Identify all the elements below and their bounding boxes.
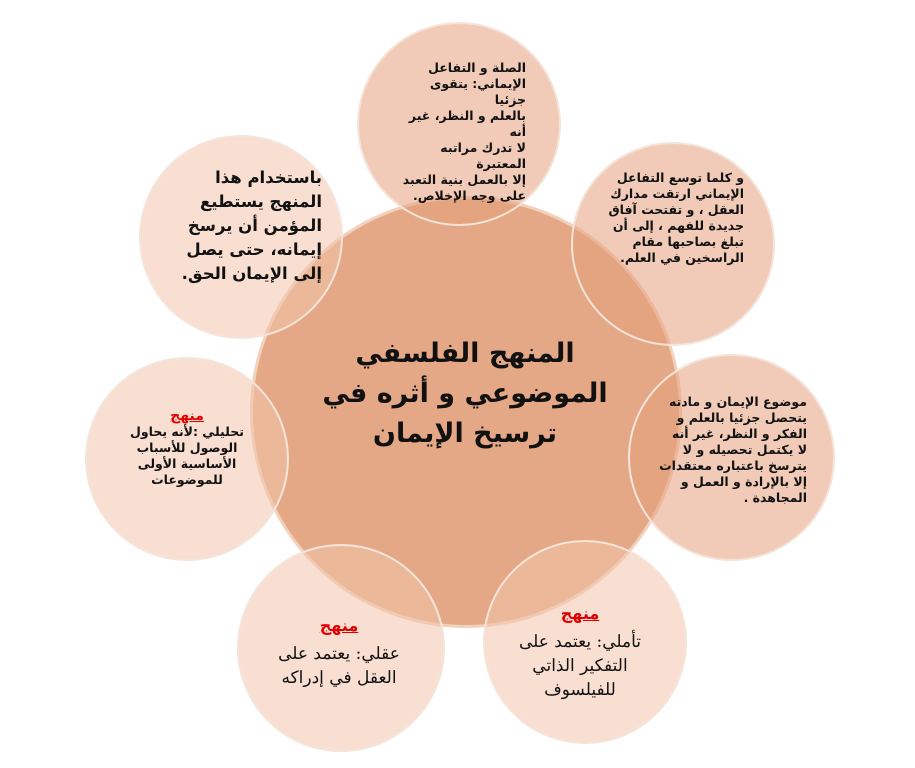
text-line: لا تدرك مراتبه المعتبرة	[440, 140, 526, 171]
text-line: إلى الإيمان الحق.	[181, 264, 322, 283]
text-line: إلا بالإرادة و العمل و	[680, 474, 807, 489]
text-line: الراسخين في العلم.	[620, 250, 744, 265]
text-line: المؤمن أن يرسخ	[187, 216, 322, 235]
text-line: إلا بالعمل بنية التعبد	[402, 172, 526, 187]
text-line: المجاهدة .	[743, 490, 807, 505]
top-circle-text	[398, 60, 526, 204]
text-line: الوصول للأسباب	[136, 440, 238, 455]
text-line: التفكير الذاتي	[532, 656, 628, 676]
text-line: بالعلم و النظر، غير أنه	[408, 108, 526, 139]
text-line: المنهج يستطيع	[200, 192, 322, 211]
method-label: منهج	[170, 408, 204, 424]
text-line: للفيلسوف	[544, 680, 616, 700]
top-left-circle-text	[172, 166, 322, 286]
text-line: تحليلي :لأنه يحاول	[130, 424, 244, 439]
text-line: على وجه الإخلاص.	[412, 188, 526, 203]
top-right-circle-text	[596, 170, 744, 266]
text-line: لا يكتمل تحصيله و لا	[682, 442, 807, 457]
text-line: للموضوعات	[151, 472, 223, 487]
text-line: و كلما توسع التفاعل	[616, 170, 744, 185]
text-line: إيمانه، حتى يصل	[186, 240, 322, 259]
text-line: الإيماني: يتقوى جزئيا	[429, 76, 526, 107]
text-line: الإيماني ارتقت مدارك	[610, 186, 744, 201]
text-line: يتحصل جزئيا بالعلم و	[676, 410, 807, 425]
text-line: العقل ، و تفتحت آفاق	[608, 202, 744, 217]
central-title-line: ترسيخ الإيمان	[372, 418, 558, 449]
text-line: عقلي: يعتمد على	[278, 644, 400, 664]
text-line: تأملي: يعتمد على	[518, 632, 642, 652]
text-line: الأساسية الأولى	[137, 456, 237, 471]
text-line: الصلة و التفاعل	[428, 60, 526, 75]
method-label: منهج	[319, 616, 359, 635]
method-label: منهج	[560, 604, 600, 623]
text-line: موضوع الإيمان و مادته	[668, 394, 807, 409]
central-title	[300, 334, 630, 454]
right-circle-text	[657, 394, 807, 506]
text-line: العقل في إدراكه	[281, 668, 397, 688]
bottom-right-circle-text	[505, 602, 655, 702]
central-title-line: الموضوعي و أثره في	[322, 378, 608, 409]
text-line: الفكر و النظر، غير أنه	[672, 426, 807, 441]
text-line: جديدة للفهم ، إلى أن	[612, 218, 744, 233]
left-circle-text	[112, 408, 262, 488]
text-line: باستخدام هذا	[215, 168, 322, 187]
text-line: يترسخ باعتباره معتقدات	[659, 458, 807, 473]
central-title-line: المنهج الفلسفي	[355, 338, 575, 369]
bottom-left-circle-text	[264, 614, 414, 690]
text-line: تبلغ بصاحبها مقام	[632, 234, 744, 249]
